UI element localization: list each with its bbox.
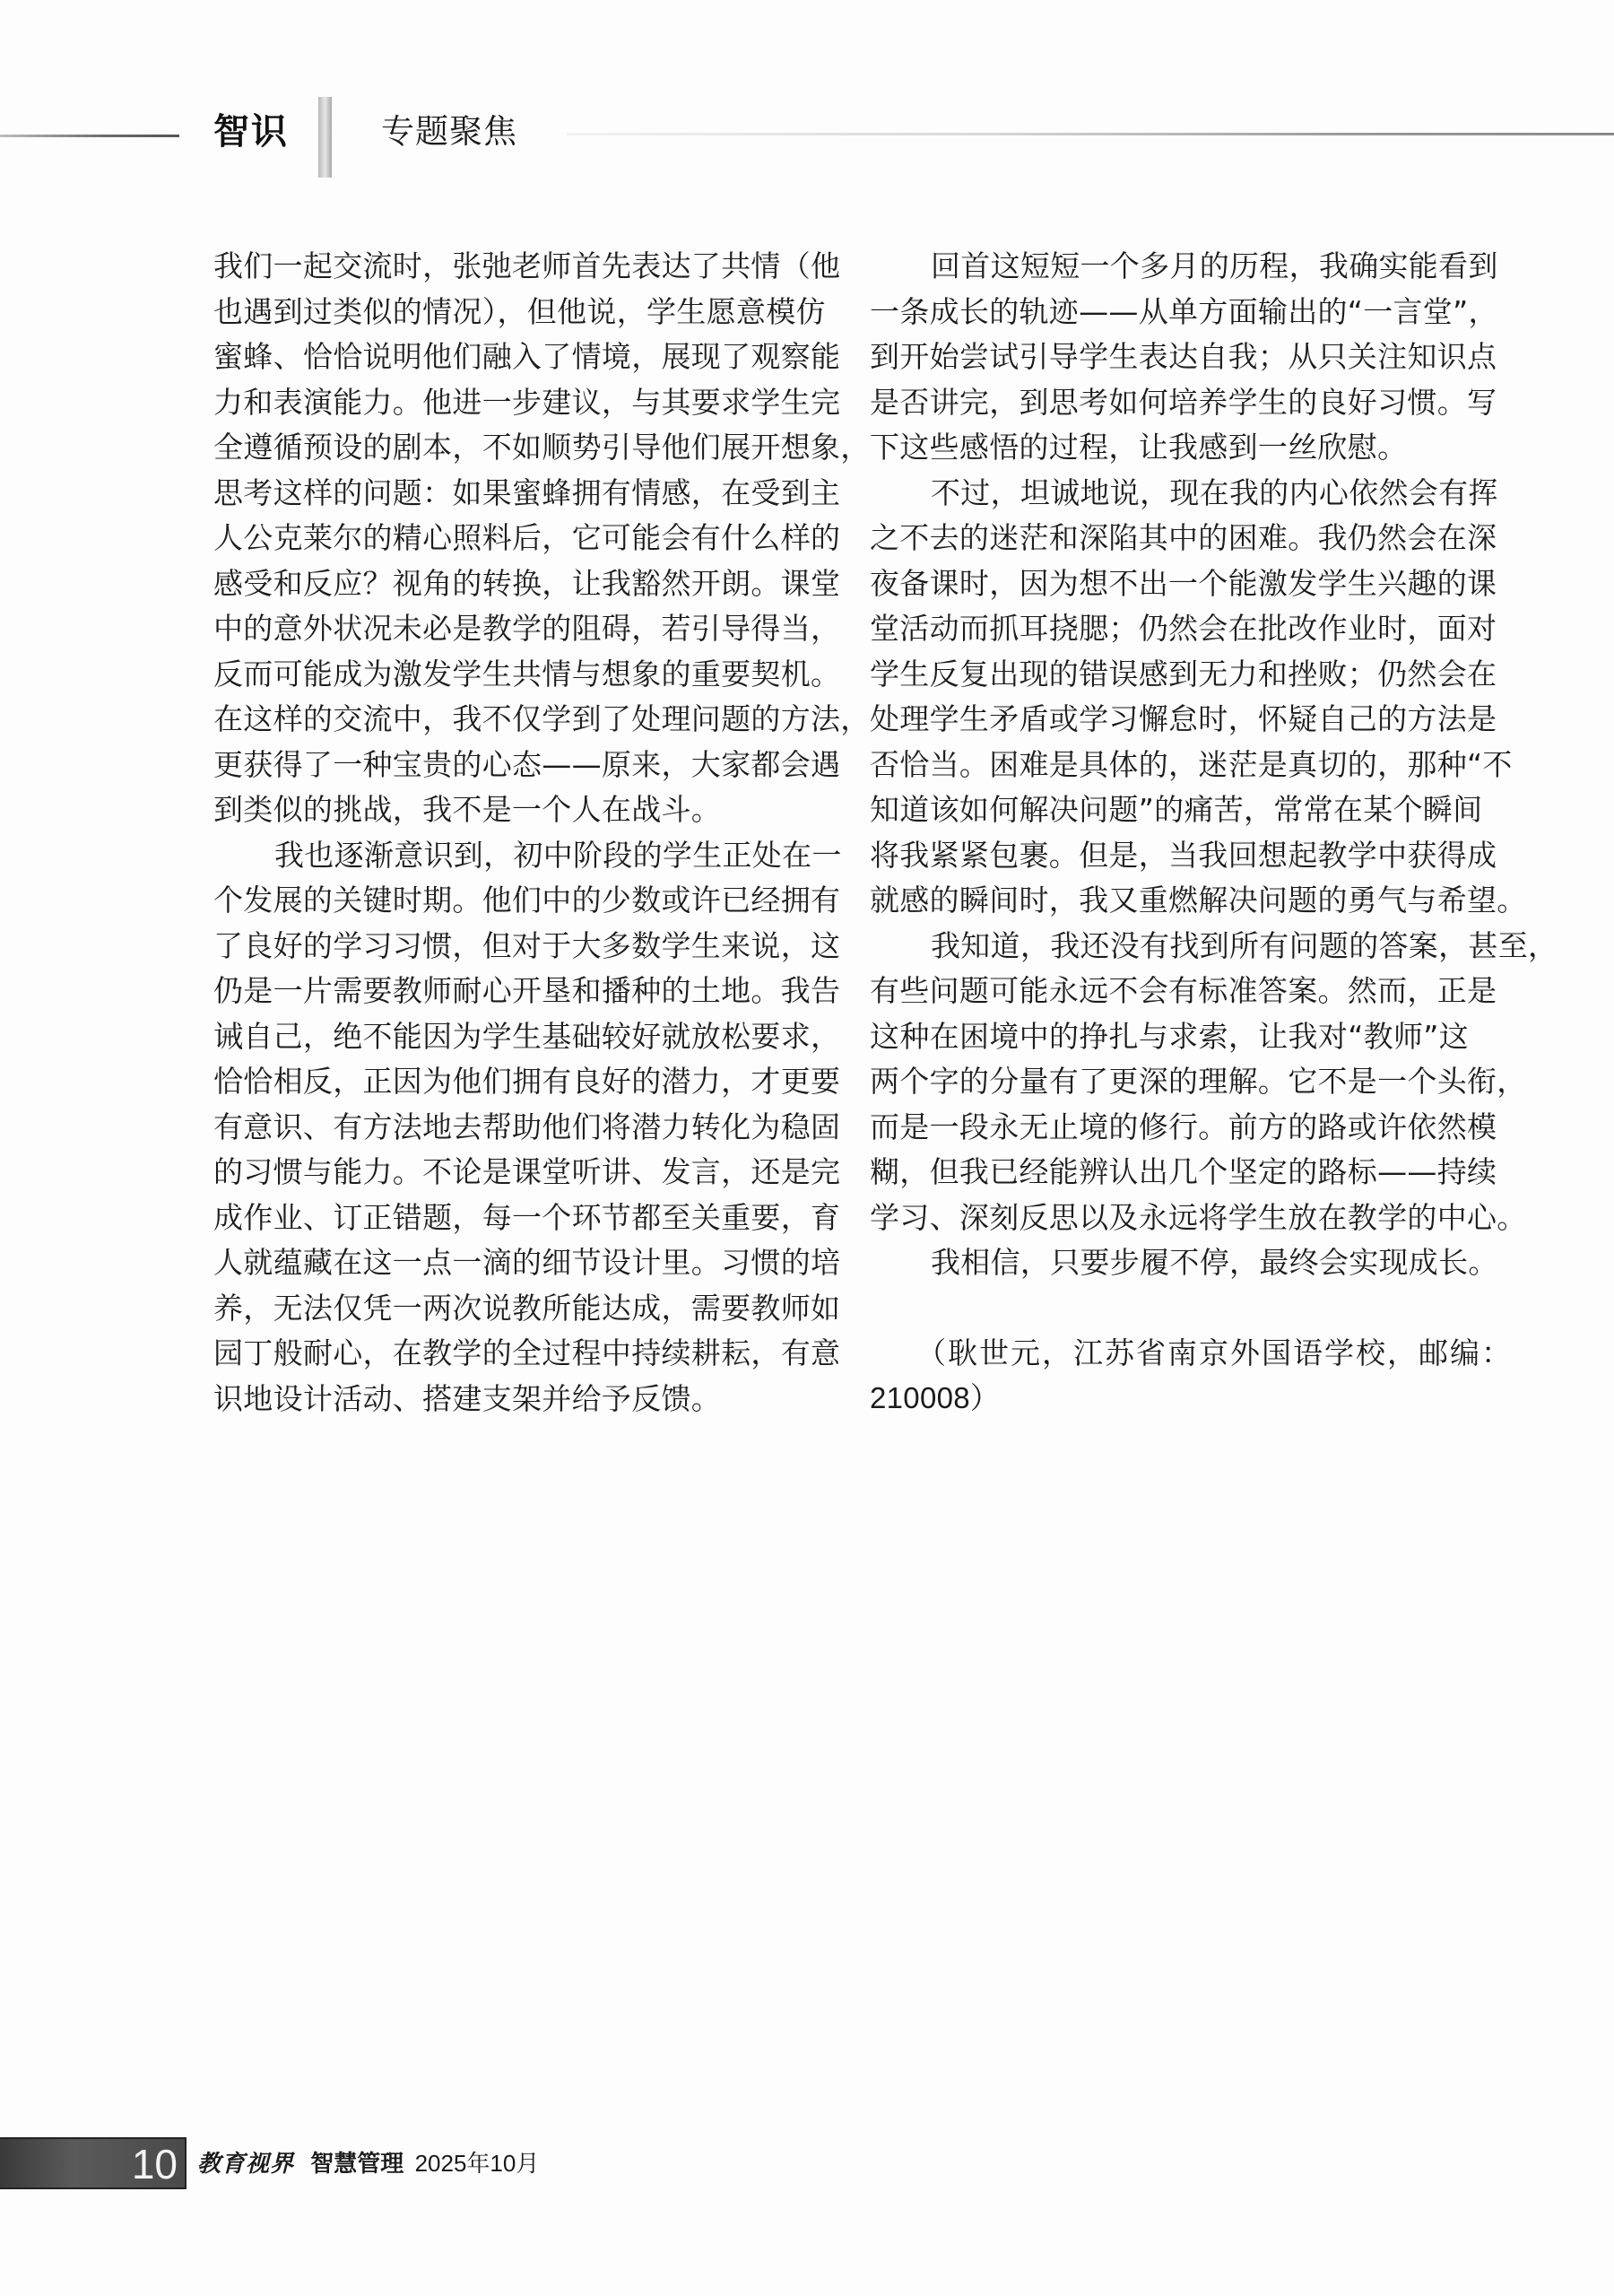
text-line: 否恰当。困难是具体的，迷茫是真切的，那种“不 [870,746,1513,782]
text-line: 是否讲完，到思考如何培养学生的良好习惯。写 [870,384,1497,420]
article-column-right [870,244,1558,1422]
spacer [870,1286,1469,1331]
text-line: 我相信，只要步履不停，最终会实现成长。 [931,1245,1498,1280]
author-postcode: 210008） [870,1381,1001,1414]
text-line: 力和表演能力。他进一步建议，与其要求学生完 [213,384,841,420]
author-note: （耿世元，江苏省南京外国语学校，邮编： [916,1335,1513,1370]
text-line: 糊，但我已经能辨认出几个坚定的路标——持续 [870,1154,1497,1189]
text-line: 在这样的交流中，我不仅学到了处理问题的方法， [213,701,871,736]
text-line: 而是一段永无止境的修行。前方的路或许依然模 [870,1109,1497,1144]
text-line: 处理学生矛盾或学习懈怠时，怀疑自己的方法是 [870,701,1497,736]
text-line: 反而可能成为激发学生共情与想象的重要契机。 [213,656,841,691]
footer-publication [197,2145,539,2182]
text-line: 全遵循预设的剧本，不如顺势引导他们展开想象， [213,430,871,465]
text-line: 的习惯与能力。不论是课堂听讲、发言，还是完 [213,1154,841,1189]
text-line: 蜜蜂、恰恰说明他们融入了情境，展现了观察能 [213,339,841,374]
text-line: 诫自己，绝不能因为学生基础较好就放松要求， [213,1018,841,1054]
text-line: 学习、深刻反思以及永远将学生放在教学的中心。 [870,1199,1527,1235]
page-number: 10 [131,2141,178,2187]
text-line: 我也逐渐意识到，初中阶段的学生正处在一 [274,837,842,873]
text-line: 之不去的迷茫和深陷其中的困难。我仍然会在深 [870,520,1497,555]
text-line: 思考这样的问题：如果蜜蜂拥有情感，在受到主 [213,474,841,510]
text-line: 一条成长的轨迹——从单方面输出的“一言堂”， [870,293,1498,329]
text-line: 园丁般耐心，在教学的全过程中持续耕耘，有意 [213,1335,841,1370]
text-line: 识地设计活动、搭建支架并给予反馈。 [213,1380,722,1416]
header-rule-right [567,133,1614,135]
text-line: 堂活动而抓耳挠腮；仍然会在批改作业时，面对 [870,611,1497,646]
text-line: 到开始尝试引导学生表达自我；从只关注知识点 [870,339,1497,374]
text-line: 下这些感悟的过程，让我感到一丝欣慰。 [870,430,1408,465]
text-line: 到类似的挑战，我不是一个人在战斗。 [213,792,722,827]
text-line: 了良好的学习习惯，但对于大多数学生来说，这 [213,927,841,963]
text-line: 两个字的分量有了更深的理解。它不是一个头衔， [870,1064,1527,1099]
text-line: 更获得了一种宝贵的心态——原来，大家都会遇 [213,746,841,782]
page-number-bar [0,2137,187,2189]
text-line: 学生反复出现的错误感到无力和挫败；仍然会在 [870,656,1497,691]
header-divider-bar [318,97,332,178]
text-line: 感受和反应？视角的转换，让我豁然开朗。课堂 [213,565,841,601]
text-line: 个发展的关键时期。他们中的少数或许已经拥有 [213,883,841,918]
text-line: 仍是一片需要教师耐心开垦和播种的土地。我告 [213,973,841,1008]
header-rule-left [0,135,179,137]
article-column-left [213,244,871,1422]
text-line: 将我紧紧包裹。但是，当我回想起教学中获得成 [870,837,1497,873]
text-line: 人就蕴藏在这一点一滴的细节设计里。习惯的培 [213,1245,841,1280]
text-line: 中的意外状况未必是教学的阻碍，若引导得当， [213,611,841,646]
text-line: 养，无法仅凭一两次说教所能达成，需要教师如 [213,1290,841,1326]
text-line: 我知道，我还没有找到所有问题的答案，甚至， [931,927,1558,963]
issue-name: 智慧管理 [310,2151,404,2178]
issue-date: 2025年10月 [414,2150,540,2177]
text-line: 人公克莱尔的精心照料后，它可能会有什么样的 [213,520,841,555]
text-line: 恰恰相反，正因为他们拥有良好的潜力，才更要 [213,1064,841,1099]
text-line: 有意识、有方法地去帮助他们将潜力转化为稳固 [213,1109,841,1144]
text-line: 成作业、订正错题，每一个环节都至关重要，育 [213,1199,841,1235]
journal-name: 教育视界 [197,2151,295,2178]
section-topic: 专题聚焦 [381,112,517,151]
text-line: 这种在困境中的挣扎与求索，让我对“教师”这 [870,1018,1469,1054]
text-line: 也遇到过类似的情况），但他说，学生愿意模仿 [213,293,826,329]
section-brand: 智识 [213,111,289,152]
text-line: 我们一起交流时，张弛老师首先表达了共情（他 [213,248,841,283]
text-line: 有些问题可能永远不会有标准答案。然而，正是 [870,973,1497,1008]
text-line: 夜备课时，因为想不出一个能激发学生兴趣的课 [870,565,1497,601]
text-line: 就感的瞬间时，我又重燃解决问题的勇气与希望。 [870,883,1527,918]
text-line: 知道该如何解决问题”的痛苦，常常在某个瞬间 [870,792,1483,827]
text-line: 不过，坦诚地说，现在我的内心依然会有挥 [931,474,1498,510]
text-line: 回首这短短一个多月的历程，我确实能看到 [931,248,1498,283]
